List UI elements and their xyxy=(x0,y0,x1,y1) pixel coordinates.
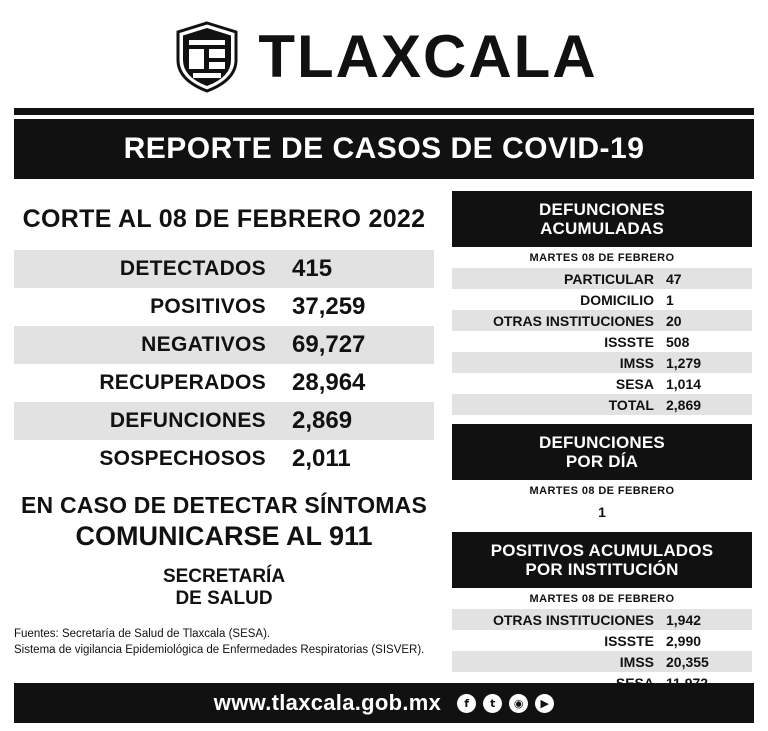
row-value: 2,869 xyxy=(666,396,702,413)
stat-row xyxy=(14,250,434,288)
row-value: 2,990 xyxy=(666,632,702,649)
youtube-icon[interactable]: ▶ xyxy=(535,694,554,713)
row-label: OTRAS INSTITUCIONES xyxy=(492,312,654,329)
main-content xyxy=(14,191,754,714)
daily-deaths-header xyxy=(452,424,752,480)
facebook-icon[interactable]: f xyxy=(457,694,476,713)
stat-value: 2,869 xyxy=(292,407,353,434)
website-url[interactable]: www.tlaxcala.gob.mx xyxy=(213,690,442,715)
table-row xyxy=(452,310,752,331)
symptoms-callout xyxy=(14,492,434,552)
right-column xyxy=(452,191,752,714)
footer-bar xyxy=(14,683,754,723)
daily-deaths-block xyxy=(452,424,752,523)
row-label: ISSSTE xyxy=(604,333,654,350)
row-label: SESA xyxy=(615,375,654,392)
stat-value: 69,727 xyxy=(292,331,366,358)
header-divider xyxy=(14,108,754,115)
stat-label: RECUPERADOS xyxy=(99,371,266,394)
stat-value: 415 xyxy=(292,255,333,282)
stat-label: DEFUNCIONES xyxy=(109,409,266,432)
instagram-icon[interactable]: ◉ xyxy=(509,694,528,713)
table-row xyxy=(452,331,752,352)
stat-label: POSITIVOS xyxy=(150,295,266,318)
health-ministry-line-1: SECRETARÍA xyxy=(162,566,286,587)
table-row xyxy=(452,651,752,672)
table-row xyxy=(452,289,752,310)
row-label: DOMICILIO xyxy=(580,291,654,308)
document-header xyxy=(0,0,768,108)
table-row xyxy=(452,268,752,289)
spacer xyxy=(452,523,752,532)
report-title: REPORTE DE CASOS DE COVID-19 xyxy=(123,132,645,165)
stat-row xyxy=(14,326,434,364)
row-label: IMSS xyxy=(619,653,654,670)
table-row xyxy=(452,609,752,630)
symptoms-line-2: COMUNICARSE AL 911 xyxy=(75,521,373,551)
stat-value: 37,259 xyxy=(292,293,366,320)
cumulative-deaths-date: MARTES 08 DE FEBRERO xyxy=(452,247,752,268)
cumulative-deaths-header xyxy=(452,191,752,247)
sources-line-1: Fuentes: Secretaría de Salud de Tlaxcala (SESA). xyxy=(14,627,271,640)
cumulative-positives-title-line-2: POR INSTITUCIÓN xyxy=(525,560,679,580)
report-title-band xyxy=(14,119,754,179)
stat-label: NEGATIVOS xyxy=(141,333,266,356)
stat-row xyxy=(14,364,434,402)
cumulative-positives-date: MARTES 08 DE FEBRERO xyxy=(452,588,752,609)
stat-row xyxy=(14,440,434,478)
row-label: TOTAL xyxy=(608,396,654,413)
symptoms-line-1: EN CASO DE DETECTAR SÍNTOMAS xyxy=(21,492,427,518)
stat-label: DETECTADOS xyxy=(119,257,266,280)
row-value: 1 xyxy=(666,291,674,308)
cumulative-positives-title-line-1: POSITIVOS ACUMULADOS xyxy=(490,541,714,561)
health-ministry-line-2: DE SALUD xyxy=(175,587,273,609)
stat-row xyxy=(14,288,434,326)
spacer xyxy=(452,415,752,424)
cumulative-deaths-title-line-1: DEFUNCIONES xyxy=(539,200,665,219)
cumulative-deaths-title-line-2: ACUMULADAS xyxy=(540,219,664,239)
sources-note xyxy=(14,626,434,659)
daily-deaths-title-line-1: DEFUNCIONES xyxy=(539,433,665,453)
cutoff-date: CORTE AL 08 DE FEBRERO 2022 xyxy=(22,205,426,233)
table-row xyxy=(452,373,752,394)
stat-row xyxy=(14,402,434,440)
row-value: 20 xyxy=(666,312,682,329)
row-value: 47 xyxy=(666,270,682,287)
twitter-icon[interactable]: t xyxy=(483,694,502,713)
row-value: 508 xyxy=(666,333,690,350)
row-value: 20,355 xyxy=(666,653,709,670)
stat-value: 2,011 xyxy=(292,445,351,472)
row-label: ISSSTE xyxy=(604,632,654,649)
health-ministry-label xyxy=(14,566,434,610)
daily-deaths-title-line-2: POR DÍA xyxy=(565,452,639,472)
cumulative-deaths-block xyxy=(452,191,752,415)
wordmark-tlaxcala: TLAXCALA xyxy=(258,23,598,90)
daily-deaths-date: MARTES 08 DE FEBRERO xyxy=(452,480,752,501)
stat-value: 28,964 xyxy=(292,369,366,396)
daily-deaths-value: 1 xyxy=(598,504,606,521)
summary-stats-list xyxy=(14,250,434,478)
sources-line-2: Sistema de vigilancia Epidemiológica de Enfermedades Respiratorias (SISVER). xyxy=(14,644,425,657)
tlaxcala-coat-of-arms-icon xyxy=(170,20,244,94)
stat-label: SOSPECHOSOS xyxy=(99,447,266,470)
cumulative-positives-header xyxy=(452,532,752,588)
table-row xyxy=(452,630,752,651)
row-label: OTRAS INSTITUCIONES xyxy=(492,611,654,628)
row-value: 1,942 xyxy=(666,611,702,628)
row-label: PARTICULAR xyxy=(564,270,654,287)
row-label: IMSS xyxy=(619,354,654,371)
row-value: 1,014 xyxy=(666,375,702,392)
table-row-total xyxy=(452,394,752,415)
row-value: 1,279 xyxy=(666,354,702,371)
table-row xyxy=(452,352,752,373)
social-links xyxy=(457,694,554,713)
left-column xyxy=(14,191,434,714)
